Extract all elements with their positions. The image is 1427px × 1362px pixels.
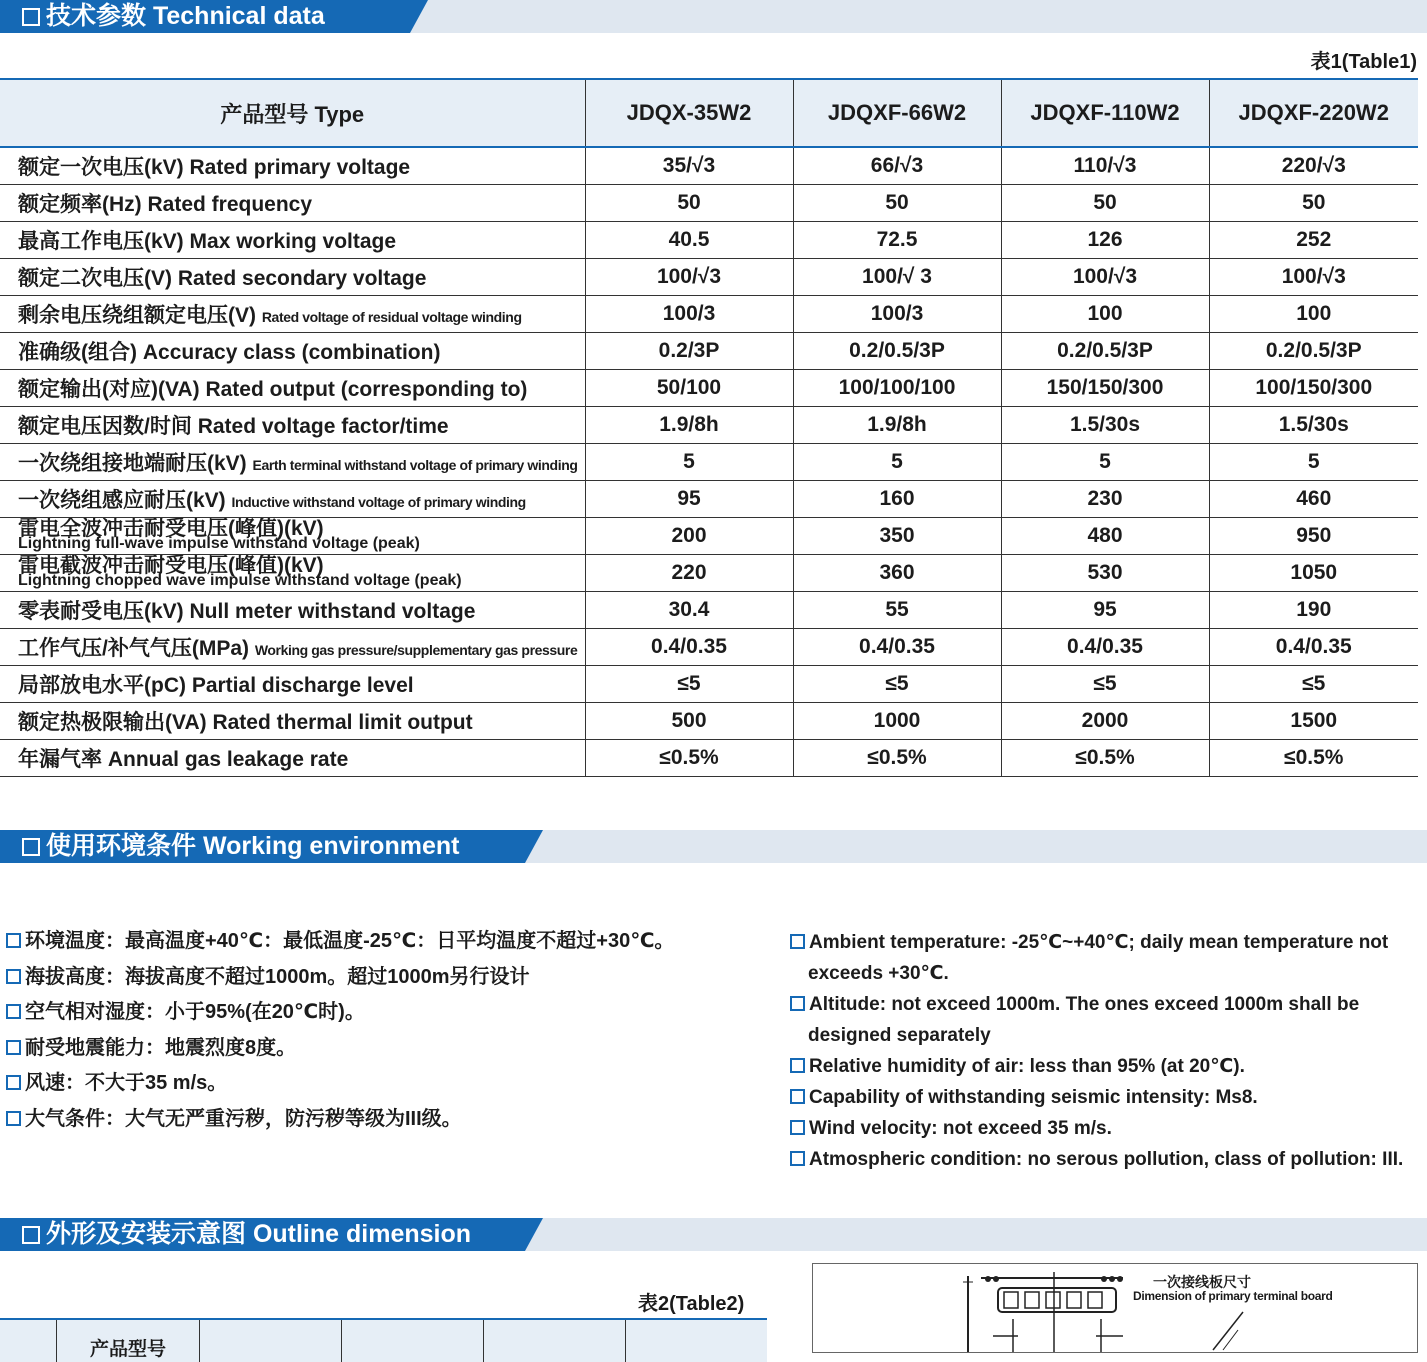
param-cell — [0, 740, 585, 777]
table-row — [0, 740, 1418, 777]
section-band-technical — [0, 0, 1427, 33]
value-cell: 2000 — [1001, 703, 1209, 740]
bullet-square-icon — [6, 933, 21, 948]
param-label-en: Inductive withstand voltage of primary winding — [231, 494, 526, 510]
value-cell: 0.2/0.5/3P — [1001, 333, 1209, 370]
value-cell: 100/150/300 — [1209, 370, 1418, 407]
value-cell: ≤5 — [1209, 666, 1418, 703]
param-label-en: Rated output (corresponding to) — [205, 378, 528, 401]
value-cell: 1.9/8h — [793, 407, 1001, 444]
value-cell: 66/√3 — [793, 147, 1001, 185]
list-item: 风速：不大于35 m/s。 — [6, 1070, 674, 1106]
param-label-cn: 工作气压/补气气压(MPa) — [18, 637, 249, 660]
param-label-cn: 年漏气率 — [18, 748, 102, 771]
value-cell: 100/√3 — [1001, 259, 1209, 296]
table-row — [0, 296, 1418, 333]
table-row — [0, 555, 1418, 592]
table-row — [0, 481, 1418, 518]
param-label-en: Rated voltage factor/time — [197, 415, 449, 438]
param-label-cn: 一次绕组感应耐压(kV) — [18, 489, 226, 512]
param-label-en: Rated thermal limit output — [212, 711, 473, 734]
list-item: Altitude: not exceed 1000m. The ones exceed 1000m shall be designed separately — [790, 989, 1422, 1051]
value-cell: 460 — [1209, 481, 1418, 518]
param-label-cn: 剩余电压绕组额定电压(V) — [18, 304, 256, 327]
list-item: Relative humidity of air: less than 95% (at 20℃). — [790, 1051, 1422, 1082]
value-cell: 230 — [1001, 481, 1209, 518]
technical-data-table — [0, 78, 1418, 777]
param-cell — [0, 518, 585, 555]
bullet-square-icon — [790, 934, 805, 949]
outline-drawing — [812, 1263, 1418, 1353]
param-label-cn: 额定电压因数/时间 — [18, 415, 192, 438]
value-cell: 0.2/0.5/3P — [793, 333, 1001, 370]
header-type: 产品型号 Type — [0, 79, 585, 147]
value-cell: 35/√3 — [585, 147, 793, 185]
value-cell: 1000 — [793, 703, 1001, 740]
value-cell: 126 — [1001, 222, 1209, 259]
value-cell: 480 — [1001, 518, 1209, 555]
table-row — [0, 407, 1418, 444]
param-cell — [0, 185, 585, 222]
param-cell — [0, 333, 585, 370]
param-label-cn: 准确级(组合) — [18, 341, 137, 364]
param-cell — [0, 481, 585, 518]
value-cell: 50 — [793, 185, 1001, 222]
value-cell: 50 — [1209, 185, 1418, 222]
param-label-cn: 额定二次电压(V) — [18, 267, 172, 290]
param-cell — [0, 147, 585, 185]
value-cell: 100/√ 3 — [793, 259, 1001, 296]
value-cell: 1.5/30s — [1209, 407, 1418, 444]
header-model: JDQXF-110W2 — [1001, 79, 1209, 147]
value-cell: ≤0.5% — [793, 740, 1001, 777]
table-cell — [0, 1319, 57, 1362]
table-row — [0, 666, 1418, 703]
param-cell — [0, 296, 585, 333]
table-cell — [626, 1319, 768, 1362]
table-row — [0, 333, 1418, 370]
table-row — [0, 629, 1418, 666]
section-title-outline: 外形及安装示意图 Outline dimension — [46, 1220, 472, 1248]
header-model: JDQXF-66W2 — [793, 79, 1001, 147]
param-label-en: Earth terminal withstand voltage of primary winding — [252, 457, 578, 473]
value-cell: 360 — [793, 555, 1001, 592]
value-cell: 110/√3 — [1001, 147, 1209, 185]
table-cell — [484, 1319, 626, 1362]
bullet-square-icon — [6, 1004, 21, 1019]
table-row — [0, 518, 1418, 555]
table-row — [0, 222, 1418, 259]
value-cell: 72.5 — [793, 222, 1001, 259]
param-label-en: Rated frequency — [147, 193, 313, 216]
table-row — [0, 370, 1418, 407]
drawing-label-en: Dimension of primary terminal board — [1133, 1289, 1333, 1303]
value-cell: 200 — [585, 518, 793, 555]
header-model: JDQXF-220W2 — [1209, 79, 1418, 147]
param-cell — [0, 370, 585, 407]
list-item: 环境温度：最高温度+40℃：最低温度-25℃：日平均温度不超过+30℃。 — [6, 928, 674, 964]
bullet-square-icon — [790, 1151, 805, 1166]
bullet-square-icon — [790, 1089, 805, 1104]
value-cell: 150/150/300 — [1001, 370, 1209, 407]
param-label-en: Partial discharge level — [191, 674, 414, 697]
bullet-square-icon — [6, 969, 21, 984]
bullet-square-icon — [790, 1058, 805, 1073]
list-item: Atmospheric condition: no serous pollution, class of pollution: III. — [790, 1144, 1422, 1175]
table1-caption: 表1(Table1) — [1310, 51, 1417, 73]
value-cell: 100/√3 — [1209, 259, 1418, 296]
param-label-en: Lightning chopped wave impulse withstand voltage (peak) — [18, 572, 462, 589]
value-cell: 100/3 — [585, 296, 793, 333]
value-cell: 0.4/0.35 — [585, 629, 793, 666]
value-cell: ≤0.5% — [1209, 740, 1418, 777]
param-label-en: Rated secondary voltage — [177, 267, 427, 290]
value-cell: ≤5 — [1001, 666, 1209, 703]
param-label-cn: 一次绕组接地端耐压(kV) — [18, 452, 247, 475]
param-label-cn: 雷电截波冲击耐受电压(峰值)(kV) — [18, 554, 324, 577]
list-item: 空气相对湿度：小于95%(在20℃时)。 — [6, 999, 674, 1035]
section-tab-technical — [0, 0, 410, 33]
checkbox-square-icon — [22, 1226, 40, 1244]
param-label-cn: 额定一次电压(kV) — [18, 156, 184, 179]
table-header-row — [0, 1319, 767, 1362]
value-cell: 100/100/100 — [793, 370, 1001, 407]
terminal-board-drawing — [813, 1264, 1418, 1353]
param-label-en: Annual gas leakage rate — [107, 748, 349, 771]
param-label-cn: 零表耐受电压(kV) — [18, 600, 184, 623]
value-cell: 30.4 — [585, 592, 793, 629]
value-cell: 1050 — [1209, 555, 1418, 592]
list-item: Ambient temperature: -25℃~+40℃; daily mean temperature not exceeds +30℃. — [790, 927, 1422, 989]
value-cell: 5 — [793, 444, 1001, 481]
table-row — [0, 185, 1418, 222]
value-cell: ≤0.5% — [1001, 740, 1209, 777]
value-cell: 252 — [1209, 222, 1418, 259]
bullet-square-icon — [6, 1040, 21, 1055]
value-cell: 0.4/0.35 — [1209, 629, 1418, 666]
bullet-square-icon — [6, 1111, 21, 1126]
param-cell — [0, 703, 585, 740]
param-cell — [0, 444, 585, 481]
value-cell: 100 — [1209, 296, 1418, 333]
table-row — [0, 259, 1418, 296]
drawing-label-cn: 一次接线板尺寸 — [1153, 1274, 1251, 1290]
param-label-cn: 局部放电水平(pC) — [18, 674, 186, 697]
section-tab-outline — [0, 1218, 525, 1251]
header-model: JDQX-35W2 — [585, 79, 793, 147]
bullet-square-icon — [790, 1120, 805, 1135]
param-cell — [0, 222, 585, 259]
param-cell — [0, 407, 585, 444]
section-title-technical: 技术参数 Technical data — [46, 2, 325, 30]
section-tab-environment — [0, 830, 525, 863]
value-cell: 530 — [1001, 555, 1209, 592]
param-label-en: Rated primary voltage — [189, 156, 411, 179]
value-cell: 100 — [1001, 296, 1209, 333]
param-label-cn: 额定热极限输出(VA) — [18, 711, 207, 734]
outline-dimension-table — [0, 1318, 767, 1362]
value-cell: 350 — [793, 518, 1001, 555]
param-label-en: Null meter withstand voltage — [189, 600, 476, 623]
param-cell — [0, 555, 585, 592]
header-type: 产品型号 — [57, 1319, 200, 1362]
value-cell: 55 — [793, 592, 1001, 629]
param-label-en: Working gas pressure/supplementary gas pressure — [254, 642, 578, 658]
value-cell: ≤5 — [585, 666, 793, 703]
value-cell: 40.5 — [585, 222, 793, 259]
param-cell — [0, 666, 585, 703]
value-cell: 0.2/0.5/3P — [1209, 333, 1418, 370]
environment-list-en — [790, 927, 1422, 1175]
param-label-en: Lightning full-wave impulse withstand voltage (peak) — [18, 535, 420, 552]
table-cell — [200, 1319, 342, 1362]
value-cell: 950 — [1209, 518, 1418, 555]
value-cell: ≤5 — [793, 666, 1001, 703]
param-label-cn: 雷电全波冲击耐受电压(峰值)(kV) — [18, 517, 324, 540]
list-item: 海拔高度：海拔高度不超过1000m。超过1000m另行设计 — [6, 964, 674, 1000]
table-row — [0, 147, 1418, 185]
value-cell: 220/√3 — [1209, 147, 1418, 185]
list-item: 大气条件：大气无严重污秽，防污秽等级为III级。 — [6, 1106, 674, 1142]
value-cell: 50 — [585, 185, 793, 222]
param-cell — [0, 259, 585, 296]
param-label-cn: 最高工作电压(kV) — [18, 230, 184, 253]
table-cell — [342, 1319, 484, 1362]
table-header-row — [0, 79, 1418, 147]
environment-list-cn — [6, 928, 674, 1141]
value-cell: 5 — [1209, 444, 1418, 481]
value-cell: 95 — [585, 481, 793, 518]
list-item: Wind velocity: not exceed 35 m/s. — [790, 1113, 1422, 1144]
bullet-square-icon — [790, 996, 805, 1011]
section-band-environment — [0, 830, 1427, 863]
list-item: 耐受地震能力：地震烈度8度。 — [6, 1035, 674, 1071]
list-item: Capability of withstanding seismic intensity: Ms8. — [790, 1082, 1422, 1113]
param-label-cn: 额定频率(Hz) — [18, 193, 142, 216]
param-cell — [0, 592, 585, 629]
value-cell: 5 — [585, 444, 793, 481]
value-cell: 1.5/30s — [1001, 407, 1209, 444]
value-cell: 5 — [1001, 444, 1209, 481]
value-cell: 95 — [1001, 592, 1209, 629]
value-cell: 0.2/3P — [585, 333, 793, 370]
param-label-en: Max working voltage — [189, 230, 397, 253]
table-row — [0, 444, 1418, 481]
section-title-environment: 使用环境条件 Working environment — [46, 832, 460, 860]
value-cell: 0.4/0.35 — [793, 629, 1001, 666]
value-cell: 50 — [1001, 185, 1209, 222]
value-cell: 500 — [585, 703, 793, 740]
param-label-en: Rated voltage of residual voltage winding — [261, 309, 522, 325]
bullet-square-icon — [6, 1075, 21, 1090]
table2-caption: 表2(Table2) — [638, 1293, 745, 1315]
value-cell: 0.4/0.35 — [1001, 629, 1209, 666]
value-cell: 100/√3 — [585, 259, 793, 296]
table-row — [0, 703, 1418, 740]
value-cell: 50/100 — [585, 370, 793, 407]
param-label-cn: 额定输出(对应)(VA) — [18, 378, 200, 401]
checkbox-square-icon — [22, 8, 40, 26]
param-cell — [0, 629, 585, 666]
section-band-outline — [0, 1218, 1427, 1251]
value-cell: 1.9/8h — [585, 407, 793, 444]
value-cell: 1500 — [1209, 703, 1418, 740]
checkbox-square-icon — [22, 838, 40, 856]
value-cell: 160 — [793, 481, 1001, 518]
table-row — [0, 592, 1418, 629]
value-cell: 190 — [1209, 592, 1418, 629]
param-label-en: Accuracy class (combination) — [142, 341, 441, 364]
value-cell: 220 — [585, 555, 793, 592]
value-cell: ≤0.5% — [585, 740, 793, 777]
value-cell: 100/3 — [793, 296, 1001, 333]
